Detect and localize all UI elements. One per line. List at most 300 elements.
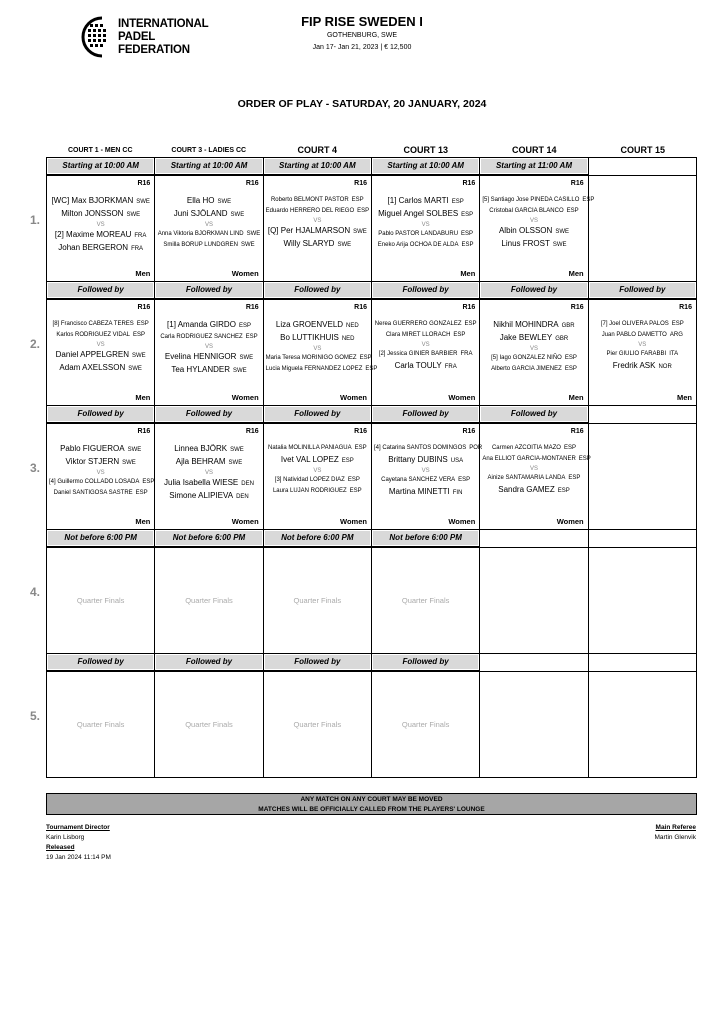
player-name: [5] Santiago Jose PINEDA CASILLO xyxy=(482,197,580,203)
round-label: R16 xyxy=(570,180,584,187)
player-entry xyxy=(374,454,477,467)
player-entry xyxy=(49,330,152,341)
player-nationality: SWE xyxy=(240,242,255,248)
player-entry xyxy=(482,238,585,251)
player-nationality: FRA xyxy=(131,246,144,252)
slot-time-label: Followed by xyxy=(155,406,263,423)
slot-label-row xyxy=(46,653,697,671)
player-nationality: ESP xyxy=(451,199,464,205)
player-name: Jake BEWLEY xyxy=(499,333,553,342)
slot-time-label: Followed by xyxy=(264,282,372,299)
player-name: Sandra GAMEZ xyxy=(498,485,555,494)
match-cell xyxy=(47,548,155,653)
player-entry xyxy=(482,206,585,217)
player-nationality: ESP xyxy=(461,242,474,248)
court-header: COURT 14 xyxy=(511,145,557,155)
match-cell xyxy=(372,672,480,777)
player-entry xyxy=(482,454,591,465)
player-name: [1] Carlos MARTI xyxy=(387,196,449,205)
player-name: Lucia Miguela FERNANDEZ LOPEZ xyxy=(265,366,363,372)
player-entry xyxy=(374,319,477,330)
player-name: Albin OLSSON xyxy=(498,226,553,235)
event-dates: Jan 17- Jan 21, 2023 | € 12,500 xyxy=(312,44,412,51)
player-nationality: FRA xyxy=(460,351,473,357)
player-name: Tea HYLANDER xyxy=(171,365,230,374)
player-entry xyxy=(374,330,477,341)
versus-label: VS xyxy=(204,470,213,476)
category-label: Women xyxy=(231,517,259,526)
time-slot-row xyxy=(46,281,697,405)
player-entry xyxy=(373,443,483,454)
player-name: Alberto GARCIA JIMENEZ xyxy=(491,366,562,372)
row-number: 2. xyxy=(30,337,41,351)
player-entry xyxy=(374,349,477,360)
notice-line: MATCHES WILL BE OFFICIALLY CALLED FROM THE PLAYERS' LOUNGE xyxy=(258,806,485,813)
round-label: R16 xyxy=(137,304,151,311)
player-nationality: SWE xyxy=(126,212,141,218)
player-nationality: SWE xyxy=(230,447,244,453)
match-cell xyxy=(480,548,588,653)
released-value: 19 Jan 2024 11:14 PM xyxy=(46,854,111,861)
player-name: Bo LUTTIKHUIS xyxy=(280,333,339,342)
player-nationality: ESP xyxy=(464,321,477,327)
player-entry xyxy=(266,319,369,332)
player-name: Anna Viktoria BJORKMAN LIND xyxy=(157,231,244,237)
player-entry xyxy=(157,332,260,343)
player-name: Miguel Angel SOLBES xyxy=(378,209,459,218)
category-label: Men xyxy=(135,517,151,526)
player-name: Ella HO xyxy=(186,196,215,205)
player-name: Fredrik ASK xyxy=(612,361,656,370)
versus-label: VS xyxy=(313,346,322,352)
match-cell xyxy=(264,672,372,777)
category-label: Women xyxy=(448,393,476,402)
versus-label: VS xyxy=(421,468,430,474)
versus-label: VS xyxy=(529,346,538,352)
slot-time-label: Not before 6:00 PM xyxy=(155,530,263,547)
match-cell xyxy=(589,424,697,529)
player-nationality: ESP xyxy=(365,366,378,372)
player-name: Cristobal GARCIA BLANCO xyxy=(489,208,564,214)
match-players xyxy=(482,443,591,497)
versus-label: VS xyxy=(204,222,213,228)
round-label: R16 xyxy=(570,304,584,311)
player-name: Julia Isabella WIESE xyxy=(164,478,239,487)
match-players xyxy=(49,443,155,499)
player-nationality: ESP xyxy=(563,445,576,451)
slot-time-label: Followed by xyxy=(372,654,480,671)
round-label: R16 xyxy=(245,180,259,187)
event-location: GOTHENBURG, SWE xyxy=(326,32,397,39)
time-slot-row xyxy=(46,405,697,529)
slot-time-label: Starting at 10:00 AM xyxy=(264,158,372,175)
court-header: COURT 4 xyxy=(297,145,337,155)
player-entry xyxy=(49,195,152,208)
slot-time-label: Followed by xyxy=(47,654,155,671)
player-nationality: ESP xyxy=(582,197,595,203)
player-entry xyxy=(482,195,595,206)
player-entry xyxy=(49,488,152,499)
player-nationality: SWE xyxy=(128,366,142,372)
player-name: Eneko Arija OCHOA DE ALDA xyxy=(377,242,459,248)
player-nationality: FIN xyxy=(452,490,463,496)
round-label: R16 xyxy=(245,304,259,311)
slot-time-label: Followed by xyxy=(480,406,588,423)
player-nationality: SWE xyxy=(246,231,261,237)
player-entry xyxy=(157,229,260,240)
slot-time-label: Followed by xyxy=(47,406,155,423)
player-entry xyxy=(266,443,369,454)
player-nationality: ESP xyxy=(564,366,577,372)
slot-label-row xyxy=(46,157,697,175)
match-players xyxy=(374,319,477,373)
player-nationality: NED xyxy=(346,323,359,329)
player-nationality: SWE xyxy=(228,460,243,466)
slot-time-label xyxy=(480,530,588,547)
player-name: Linus FROST xyxy=(501,239,550,248)
match-cell xyxy=(372,548,480,653)
player-entry xyxy=(591,360,694,373)
player-entry xyxy=(49,229,152,242)
slot-time-label: Followed by xyxy=(155,282,263,299)
player-name: Clara MIRET LLORACH xyxy=(385,332,451,338)
player-entry xyxy=(482,353,585,364)
player-name: Adam AXELSSON xyxy=(59,363,126,372)
player-entry xyxy=(482,319,585,332)
slot-label-row xyxy=(46,529,697,547)
slot-time-label: Starting at 10:00 AM xyxy=(372,158,480,175)
player-entry xyxy=(49,443,152,456)
player-nationality: ARG xyxy=(669,332,683,338)
match-players xyxy=(482,319,585,375)
category-label: Men xyxy=(135,269,151,278)
player-entry xyxy=(265,353,372,364)
match-cell xyxy=(47,176,155,281)
slot-label-row xyxy=(46,405,697,423)
player-name: Roberto BELMONT PASTOR xyxy=(270,197,349,203)
category-label: Women xyxy=(340,517,367,526)
player-name: Maria Teresa MORINIGO GOMEZ xyxy=(265,355,357,361)
round-label: R16 xyxy=(462,428,476,435)
player-entry xyxy=(157,208,260,221)
match-cell xyxy=(589,548,697,653)
player-name: Brittany DUBINS xyxy=(388,455,448,464)
versus-label: VS xyxy=(529,218,538,224)
category-label: Men xyxy=(135,393,151,402)
player-name: [WC] Max BJORKMAN xyxy=(51,196,134,205)
slot-time-label xyxy=(589,158,697,175)
notice-line: ANY MATCH ON ANY COURT MAY BE MOVED xyxy=(300,796,443,803)
match-players xyxy=(266,443,369,497)
player-entry xyxy=(482,443,585,454)
player-nationality: ESP xyxy=(564,355,577,361)
time-slot-row xyxy=(46,653,697,777)
player-nationality: FRA xyxy=(134,233,147,239)
versus-label: VS xyxy=(96,470,105,476)
category-label: Women xyxy=(448,517,476,526)
category-label: Men xyxy=(568,393,584,402)
player-entry xyxy=(374,240,477,251)
director-name: Karin Lisborg xyxy=(46,834,85,841)
court-header: COURT 3 - LADIES CC xyxy=(171,147,247,154)
match-players xyxy=(157,319,260,377)
match-cells-row xyxy=(46,299,697,405)
player-entry xyxy=(157,319,260,332)
category-label: Women xyxy=(231,269,259,278)
player-entry xyxy=(157,477,260,490)
player-name: Viktor STJERN xyxy=(65,457,120,466)
player-name: Ana ELLIOT GARCIA-MONTANER xyxy=(482,456,576,462)
player-name: Daniel APPELGREN xyxy=(55,350,130,359)
match-cell xyxy=(47,300,155,405)
slot-label-row xyxy=(46,281,697,299)
player-entry xyxy=(266,486,369,497)
player-nationality: ESP xyxy=(347,477,360,483)
versus-label: VS xyxy=(421,342,430,348)
player-nationality: NOR xyxy=(658,364,672,370)
player-entry xyxy=(157,364,260,377)
player-name: Smilla BORUP LUNDGREN xyxy=(163,242,238,248)
player-nationality: ESP xyxy=(566,208,579,214)
player-entry xyxy=(157,351,260,364)
player-name: Carla TOULY xyxy=(394,361,442,370)
match-players xyxy=(374,195,477,251)
footer-left xyxy=(46,823,111,863)
player-nationality: USA xyxy=(450,458,464,464)
player-nationality: ESP xyxy=(357,208,370,214)
referee-name: Martin Glenvik xyxy=(654,834,696,841)
player-name: Juni SJÖLAND xyxy=(173,209,228,218)
quarter-finals-label: Quarter Finals xyxy=(401,596,450,605)
match-cell xyxy=(155,424,263,529)
match-players xyxy=(591,319,694,373)
player-name: [4] Guillermo COLLADO LOSADA xyxy=(49,479,140,485)
slot-time-label: Not before 6:00 PM xyxy=(264,530,372,547)
player-name: Ivet VAL LOPEZ xyxy=(280,455,339,464)
round-label: R16 xyxy=(570,428,584,435)
slot-time-label: Not before 6:00 PM xyxy=(47,530,155,547)
player-name: [1] Amanda GIRDO xyxy=(167,320,236,329)
round-label: R16 xyxy=(354,180,367,187)
player-entry xyxy=(266,195,369,206)
player-name: Carmen AZCOITIA MAZO xyxy=(491,445,561,451)
slot-time-label xyxy=(589,654,697,671)
player-name: [7] Joel OLIVERA PALOS xyxy=(600,321,669,327)
player-entry xyxy=(374,360,477,373)
player-nationality: SWE xyxy=(136,199,150,205)
slot-time-label: Followed by xyxy=(264,654,372,671)
player-nationality: ESP xyxy=(135,490,148,496)
match-cell xyxy=(47,672,155,777)
player-entry xyxy=(374,208,477,221)
time-slot-row xyxy=(46,529,697,653)
player-entry xyxy=(374,475,477,486)
category-label: Women xyxy=(231,393,259,402)
player-entry xyxy=(49,362,152,375)
slot-time-label: Followed by xyxy=(372,282,480,299)
player-nationality: ESP xyxy=(142,479,155,485)
player-nationality: ESP xyxy=(341,458,354,464)
versus-label: VS xyxy=(638,342,647,348)
match-cell xyxy=(372,424,483,529)
round-label: R16 xyxy=(354,428,367,435)
player-entry xyxy=(265,364,378,375)
match-cell xyxy=(589,176,697,281)
player-name: Laura LUJAN RODRIGUEZ xyxy=(272,488,347,494)
slot-time-label: Followed by xyxy=(372,406,480,423)
player-name: Johan BERGERON xyxy=(58,243,129,252)
player-name: Linnea BJÖRK xyxy=(174,444,228,453)
player-name: Milton JONSSON xyxy=(61,209,124,218)
referee-label: Main Referee xyxy=(655,824,696,831)
player-entry xyxy=(49,242,152,255)
player-nationality: ESP xyxy=(453,332,466,338)
player-nationality: ESP xyxy=(557,488,570,494)
quarter-finals-label: Quarter Finals xyxy=(76,720,125,729)
match-cell xyxy=(480,176,595,281)
notice-banner xyxy=(46,793,697,815)
player-nationality: ESP xyxy=(671,321,684,327)
player-nationality: ESP xyxy=(238,323,251,329)
player-entry xyxy=(157,490,260,503)
player-name: [3] Natividad LOPEZ DIAZ xyxy=(274,477,345,483)
match-players xyxy=(373,443,483,499)
player-name: Liza GROENVELD xyxy=(275,320,344,329)
schedule-grid xyxy=(46,144,697,778)
player-nationality: ESP xyxy=(359,355,372,361)
slot-time-label: Not before 6:00 PM xyxy=(372,530,480,547)
category-label: Women xyxy=(556,517,584,526)
match-cell xyxy=(47,424,155,529)
match-cell xyxy=(372,176,480,281)
slot-time-label: Starting at 10:00 AM xyxy=(155,158,263,175)
match-players xyxy=(266,195,369,251)
fip-logo-text: INTERNATIONAL PADEL FEDERATION xyxy=(118,18,209,56)
player-name: Ajla BEHRAM xyxy=(175,457,226,466)
player-entry xyxy=(374,486,477,499)
player-name: Cayetana SANCHEZ VERA xyxy=(381,477,456,483)
player-name: Evelina HENNIGOR xyxy=(164,352,237,361)
player-entry xyxy=(482,473,585,484)
match-cell xyxy=(480,672,588,777)
player-name: Martina MINETTI xyxy=(388,487,450,496)
slot-time-label: Followed by xyxy=(47,282,155,299)
match-cell xyxy=(264,176,372,281)
player-name: Natalia MOLINILLA PANIAGUA xyxy=(268,445,352,451)
player-entry xyxy=(266,454,369,467)
player-name: Eduardo HERRERO DEL RIEGO xyxy=(265,208,355,214)
player-entry xyxy=(49,477,155,488)
slot-time-label xyxy=(589,530,697,547)
player-nationality: ESP xyxy=(461,231,474,237)
player-nationality: GBR xyxy=(555,336,569,342)
player-entry xyxy=(157,456,260,469)
versus-label: VS xyxy=(96,342,105,348)
quarter-finals-label: Quarter Finals xyxy=(185,720,233,729)
player-entry xyxy=(266,238,369,251)
row-number: 1. xyxy=(30,213,41,227)
player-entry xyxy=(266,206,369,217)
row-number: 5. xyxy=(30,709,41,723)
player-entry xyxy=(591,330,694,341)
player-nationality: SWE xyxy=(337,242,352,248)
court-header: COURT 15 xyxy=(620,145,665,155)
player-name: Ainize SANTAMARIA LANDA xyxy=(487,475,566,481)
player-entry xyxy=(49,319,152,330)
player-nationality: ESP xyxy=(349,488,362,494)
player-entry xyxy=(49,208,152,221)
versus-label: VS xyxy=(529,466,538,472)
match-cells-row xyxy=(46,423,697,529)
match-cells-row xyxy=(46,175,697,281)
player-entry xyxy=(482,364,585,375)
player-entry xyxy=(157,240,260,251)
player-nationality: ESP xyxy=(568,475,581,481)
order-of-play-title: ORDER OF PLAY - SATURDAY, 20 JANUARY, 2024 xyxy=(237,98,487,110)
quarter-finals-label: Quarter Finals xyxy=(185,596,233,605)
released-label: Released xyxy=(46,844,75,851)
round-label: R16 xyxy=(462,180,476,187)
player-nationality: ESP xyxy=(133,332,146,338)
match-cell xyxy=(372,300,480,405)
player-nationality: GBR xyxy=(561,323,575,329)
player-nationality: ESP xyxy=(351,197,364,203)
player-nationality: FRA xyxy=(444,364,457,370)
quarter-finals-label: Quarter Finals xyxy=(293,720,342,729)
category-label: Men xyxy=(460,269,476,278)
quarter-finals-label: Quarter Finals xyxy=(76,596,125,605)
player-entry xyxy=(482,225,585,238)
player-nationality: ESP xyxy=(354,445,367,451)
category-label: Women xyxy=(340,393,367,402)
player-entry xyxy=(374,229,477,240)
director-label: Tournament Director xyxy=(46,824,110,831)
court-header: COURT 1 - MEN CC xyxy=(67,147,133,154)
match-players xyxy=(49,319,152,375)
player-entry xyxy=(374,195,477,208)
player-name: Nikhil MOHINDRA xyxy=(493,320,559,329)
player-nationality: SWE xyxy=(353,229,367,235)
player-nationality: SWE xyxy=(552,242,567,248)
player-nationality: ESP xyxy=(245,334,258,340)
player-name: Carla RODRIGUEZ SANCHEZ xyxy=(160,334,243,340)
match-players xyxy=(157,443,260,503)
player-name: Simone ALIPIEVA xyxy=(169,491,234,500)
row-number: 4. xyxy=(30,585,41,599)
player-nationality: ESP xyxy=(136,321,149,327)
player-name: Karlos RODRIGUEZ VIDAL xyxy=(56,332,130,338)
event-title: FIP RISE SWEDEN I xyxy=(301,14,423,29)
slot-time-label: Followed by xyxy=(589,282,697,299)
match-cell xyxy=(155,672,263,777)
slot-time-label: Followed by xyxy=(480,282,588,299)
player-nationality: ESP xyxy=(458,477,471,483)
slot-time-label: Starting at 10:00 AM xyxy=(47,158,155,175)
court-header: COURT 13 xyxy=(403,145,448,155)
player-nationality: POR xyxy=(469,445,483,451)
player-name: [4] Catarina SANTOS DOMINGOS xyxy=(373,445,467,451)
match-cell xyxy=(589,300,697,405)
round-label: R16 xyxy=(462,304,476,311)
player-nationality: ESP xyxy=(461,212,474,218)
player-nationality: SWE xyxy=(233,368,247,374)
player-entry xyxy=(266,225,369,238)
slot-time-label xyxy=(480,654,588,671)
player-entry xyxy=(49,349,152,362)
match-cells-row xyxy=(46,547,697,653)
match-cell xyxy=(480,300,588,405)
player-nationality: SWE xyxy=(127,447,142,453)
